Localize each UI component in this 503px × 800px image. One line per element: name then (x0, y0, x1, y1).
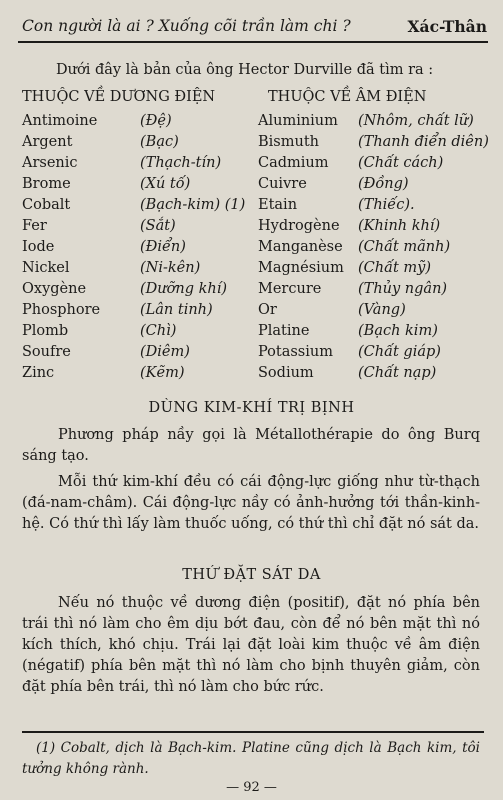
negative-column-heading: THUỘC VỀ ÂM ĐIỆN (268, 89, 427, 105)
table-row (22, 281, 492, 302)
negative-element: Cadmium (258, 155, 329, 171)
section-title-metallotherapy: DÙNG KIM-KHÍ TRỊ BỊNH (148, 400, 355, 416)
running-header (22, 12, 487, 42)
positive-translation: (Xú tố) (140, 176, 191, 192)
negative-element: Mercure (258, 281, 322, 297)
negative-translation: (Thủy ngân) (358, 281, 448, 297)
table-row (22, 197, 492, 218)
positive-translation: (Điển) (140, 239, 186, 255)
table-row (22, 323, 492, 344)
positive-element: Antimoine (22, 113, 98, 129)
negative-element: Or (258, 302, 277, 318)
header-rule (18, 41, 488, 43)
positive-element: Zinc (22, 365, 55, 381)
positive-translation: (Bạch-kim) (1) (140, 197, 246, 213)
positive-element: Oxygène (22, 281, 87, 297)
positive-element: Brome (22, 176, 71, 192)
positive-element: Phosphore (22, 302, 101, 318)
negative-translation: (Vàng) (358, 302, 406, 318)
table-row (22, 344, 492, 365)
positive-translation: (Dưỡng khí) (140, 281, 227, 297)
negative-translation: (Bạch kim) (358, 323, 438, 339)
footnote: (1) Cobalt, dịch là Bạch-kim. Platine cũng dịch là Bạch kim, tôi tưởng không rành. (22, 740, 480, 777)
table-row (22, 155, 492, 176)
table-row (22, 239, 492, 260)
negative-translation: (Đồng) (358, 176, 409, 192)
section-title-skin-contact: THỨ ĐẶT SÁT DA (182, 567, 321, 583)
positive-translation: (Thạch-tín) (140, 155, 222, 171)
positive-element: Fer (22, 218, 47, 234)
positive-element: Arsenic (22, 155, 78, 171)
negative-element: Magnésium (258, 260, 344, 276)
positive-translation: (Ni-kên) (140, 260, 201, 276)
negative-element: Sodium (258, 365, 314, 381)
paragraph-dynamic-force: Mỗi thứ kim-khí đều có cái động-lực giống như từ-thạch (đá-nam-châm). Cái động-lực nầy có ảnh-hưởng tới thần-kinh-hệ. Có thứ thì lấy làm thuốc uống, có thứ thì chỉ đặt nó sát da. (22, 474, 480, 532)
author-name: Xác-Thân (407, 17, 487, 36)
positive-translation: (Diêm) (140, 344, 190, 360)
positive-translation: (Đệ) (140, 113, 172, 129)
table-row (22, 260, 492, 281)
positive-translation: (Kẽm) (140, 365, 185, 381)
page-number: — 92 — (226, 780, 277, 795)
positive-translation: (Lân tinh) (140, 302, 213, 318)
negative-element: Platine (258, 323, 310, 339)
negative-element: Aluminium (258, 113, 338, 129)
positive-translation: (Bạc) (140, 134, 179, 150)
table-row (22, 365, 492, 386)
running-title: Con người là ai ? Xuống cõi trần làm chi ? (22, 17, 351, 35)
negative-translation: (Chất cách) (358, 155, 444, 171)
table-row (22, 176, 492, 197)
negative-translation: (Thanh điển diên) (358, 134, 489, 150)
positive-element: Iode (22, 239, 55, 255)
paragraph-metallotherapy: Phương pháp nầy gọi là Métallothérapie do ông Burq sáng tạo. (22, 427, 480, 464)
positive-translation: (Sắt) (140, 218, 176, 234)
negative-element: Hydrogène (258, 218, 340, 234)
positive-element: Cobalt (22, 197, 71, 213)
positive-element: Soufre (22, 344, 71, 360)
negative-translation: (Chất giáp) (358, 344, 441, 360)
table-row (22, 134, 492, 155)
positive-element: Plomb (22, 323, 69, 339)
intro-text: Dưới đây là bản của ông Hector Durville đã tìm ra : (56, 62, 434, 78)
table-row (22, 302, 492, 323)
negative-translation: (Chất nạp) (358, 365, 437, 381)
negative-element: Bismuth (258, 134, 319, 150)
negative-element: Potassium (258, 344, 333, 360)
element-table (22, 113, 492, 386)
negative-element: Etain (258, 197, 298, 213)
table-row (22, 113, 492, 134)
positive-translation: (Chì) (140, 323, 177, 339)
negative-translation: (Nhôm, chất lữ) (358, 113, 474, 129)
positive-column-heading: THUỘC VỀ DƯƠNG ĐIỆN (22, 89, 216, 105)
negative-translation: (Chất mãnh) (358, 239, 451, 255)
negative-element: Manganèse (258, 239, 343, 255)
positive-element: Argent (22, 134, 73, 150)
table-row (22, 218, 492, 239)
negative-translation: (Chất mỹ) (358, 260, 432, 276)
negative-element: Cuivre (258, 176, 307, 192)
negative-translation: (Khinh khí) (358, 218, 441, 234)
negative-translation: (Thiếc). (358, 197, 415, 213)
paragraph-skin-contact: Nếu nó thuộc về dương điện (positif), đặt nó phía bên trái thì nó làm cho êm dịu bớt đau, còn để nó bên mặt thì nó kích thích, khó chịu. Trái lại đặt loài kim thuộc về âm điện (négatif) phía bên mặt thì nó làm cho bịnh thuyên giảm, còn đặt phía bên trái, thì nó làm cho bức rức. (22, 595, 480, 695)
footnote-rule (22, 731, 484, 733)
positive-element: Nickel (22, 260, 70, 276)
